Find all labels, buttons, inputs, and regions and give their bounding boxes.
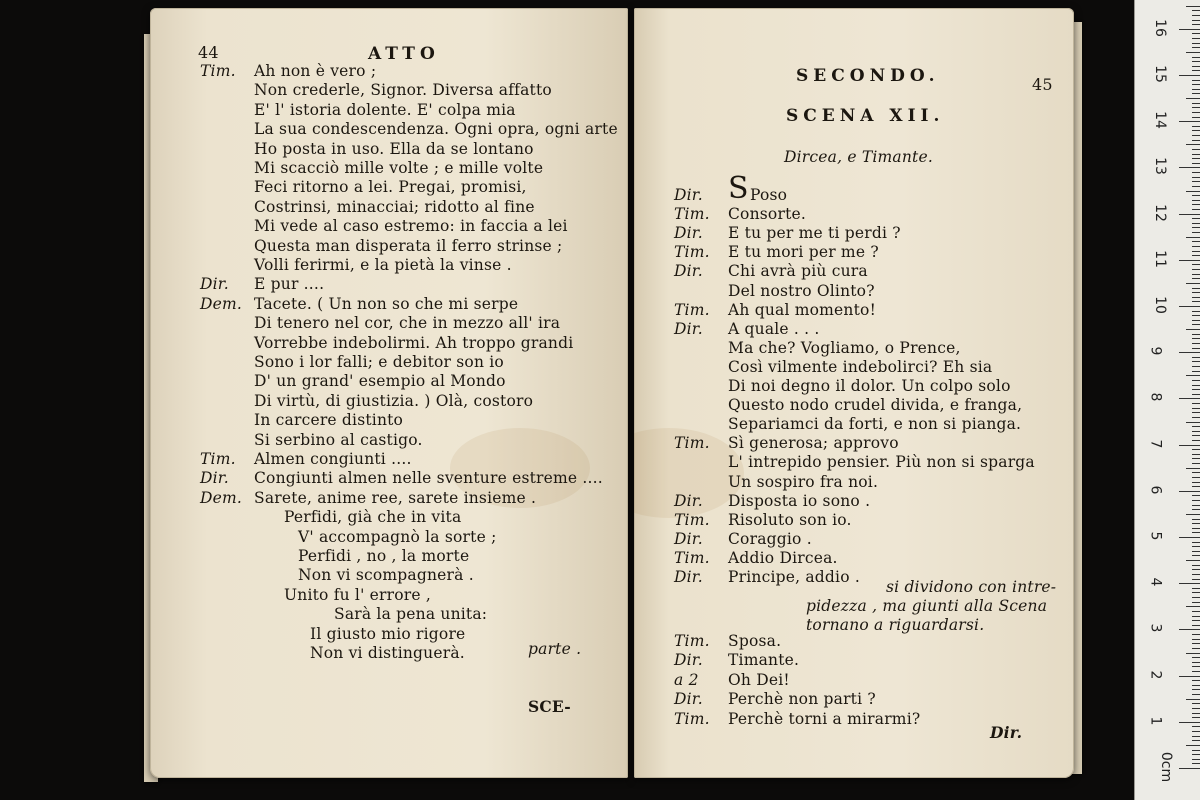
verse-line: Costrinsi, minacciai; ridotto al fine bbox=[254, 197, 535, 216]
ruler-tick bbox=[1192, 15, 1200, 16]
ruler-label: 3 bbox=[1147, 623, 1164, 633]
verse-line: Un sospiro fra noi. bbox=[728, 472, 879, 491]
ruler-tick bbox=[1192, 519, 1200, 520]
ruler-tick bbox=[1192, 565, 1200, 566]
ruler-label: 12 bbox=[1151, 203, 1168, 222]
verse-line: Sono i lor falli; e debitor son io bbox=[254, 353, 504, 371]
ruler-tick bbox=[1192, 158, 1200, 159]
ruler-tick bbox=[1192, 671, 1200, 672]
ruler-tick bbox=[1179, 29, 1200, 30]
ruler-tick bbox=[1192, 334, 1200, 335]
speaker-label: Dir. bbox=[674, 568, 703, 586]
ruler-label: 16 bbox=[1151, 18, 1168, 37]
ruler-tick bbox=[1192, 112, 1200, 113]
ruler-tick bbox=[1186, 98, 1200, 99]
ruler-tick bbox=[1192, 597, 1200, 598]
ruler-tick bbox=[1192, 509, 1200, 510]
ruler-tick bbox=[1192, 181, 1200, 182]
ruler-tick bbox=[1192, 227, 1200, 228]
verse-line: Oh Dei! bbox=[728, 670, 790, 689]
ruler-label: 10 bbox=[1151, 296, 1168, 314]
ruler-tick bbox=[1192, 666, 1200, 667]
verse-line: E' l' istoria dolente. E' colpa mia bbox=[254, 100, 516, 119]
ruler-tick bbox=[1192, 93, 1200, 94]
ruler-tick bbox=[1192, 154, 1200, 155]
ruler-tick bbox=[1192, 523, 1200, 524]
ruler-label: 8 bbox=[1147, 392, 1164, 402]
verse-line: Principe, addio . bbox=[728, 568, 860, 586]
ruler-label: 5 bbox=[1147, 531, 1164, 541]
speaker-label: Tim. bbox=[674, 300, 710, 319]
ruler-tick bbox=[1192, 740, 1200, 741]
ruler-tick bbox=[1192, 10, 1200, 11]
ruler-label: 7 bbox=[1147, 439, 1164, 449]
ruler-tick bbox=[1192, 320, 1200, 321]
ruler-tick bbox=[1192, 278, 1200, 279]
verse-line: V' accompagnò la sorte ; bbox=[298, 527, 497, 546]
speaker-label: Dir. bbox=[674, 186, 703, 204]
verse-line: Sarete, anime ree, sarete insieme . bbox=[254, 488, 537, 507]
ruler-tick bbox=[1192, 251, 1200, 252]
verse-line: E tu mori per me ? bbox=[728, 243, 879, 262]
speaker-label: Tim. bbox=[674, 510, 710, 529]
ruler-tick bbox=[1192, 348, 1200, 349]
ruler-tick bbox=[1192, 24, 1200, 25]
speaker-label: Dir. bbox=[674, 262, 703, 281]
ruler-tick bbox=[1192, 241, 1200, 242]
verse-line: Perfidi, già che in vita bbox=[284, 508, 462, 527]
verse-line: Coraggio . bbox=[728, 529, 812, 548]
ruler-tick bbox=[1179, 260, 1200, 261]
stage-direction: tornano a riguardarsi. bbox=[806, 616, 985, 634]
ruler-tick bbox=[1186, 237, 1200, 238]
ruler-tick bbox=[1186, 422, 1200, 423]
ruler-tick bbox=[1192, 417, 1200, 418]
ruler-tick bbox=[1192, 80, 1200, 81]
ruler-tick bbox=[1192, 458, 1200, 459]
ruler-tick bbox=[1186, 699, 1200, 700]
ruler-tick bbox=[1186, 6, 1200, 7]
speaker-label: Tim. bbox=[674, 548, 710, 567]
verse-line: Del nostro Olinto? bbox=[728, 281, 875, 300]
ruler-tick bbox=[1192, 361, 1200, 362]
ruler-tick bbox=[1192, 126, 1200, 127]
ruler-tick bbox=[1192, 750, 1200, 751]
ruler-tick bbox=[1192, 204, 1200, 205]
verse-line: Chi avrà più cura bbox=[728, 262, 868, 281]
page-number-right: 45 bbox=[1032, 75, 1053, 94]
ruler-tick bbox=[1192, 149, 1200, 150]
ruler-tick bbox=[1192, 209, 1200, 210]
ruler-tick bbox=[1192, 759, 1200, 760]
ruler-tick bbox=[1192, 70, 1200, 71]
ruler-tick bbox=[1192, 195, 1200, 196]
ruler-tick bbox=[1186, 745, 1200, 746]
verse-line: Ah non è vero ; bbox=[254, 62, 377, 80]
verse-line: Ma che? Vogliamo, o Prence, bbox=[728, 338, 961, 357]
ruler-tick bbox=[1192, 232, 1200, 233]
ruler-tick bbox=[1192, 482, 1200, 483]
verse-line: Sarà la pena unita: bbox=[334, 605, 488, 624]
ruler-tick bbox=[1179, 306, 1200, 307]
ruler-tick bbox=[1192, 338, 1200, 339]
ruler-label: 11 bbox=[1151, 249, 1168, 268]
ruler-tick bbox=[1192, 500, 1200, 501]
ruler-tick bbox=[1192, 703, 1200, 704]
ruler-tick bbox=[1192, 454, 1200, 455]
speaker-label: Dir. bbox=[674, 491, 703, 510]
ruler-tick bbox=[1192, 463, 1200, 464]
verse-line: Di noi degno il dolor. Un colpo solo bbox=[728, 377, 1011, 395]
ruler-tick bbox=[1192, 736, 1200, 737]
ruler-label: 9 bbox=[1147, 346, 1164, 356]
ruler-tick bbox=[1192, 269, 1200, 270]
running-head-right: SECONDO. bbox=[796, 66, 940, 86]
ruler-tick bbox=[1192, 435, 1200, 436]
ruler-tick bbox=[1192, 380, 1200, 381]
verse-line: Risoluto son io. bbox=[728, 510, 852, 529]
verse-line: Perfidi , no , la morte bbox=[298, 547, 470, 565]
verse-line: Si serbino al castigo. bbox=[254, 430, 423, 449]
ruler-tick bbox=[1179, 121, 1200, 122]
speaker-label: Dem. bbox=[200, 294, 243, 313]
ruler-tick bbox=[1192, 555, 1200, 556]
ruler-tick bbox=[1192, 639, 1200, 640]
ruler-tick bbox=[1192, 264, 1200, 265]
catchword-right: Dir. bbox=[990, 723, 1023, 742]
right-page bbox=[634, 8, 1074, 778]
verse-line: Così vilmente indebolirci? Eh sia bbox=[728, 357, 993, 376]
verse-line: Sì generosa; approvo bbox=[728, 434, 899, 453]
verse-line: Non crederle, Signor. Diversa affatto bbox=[254, 81, 552, 100]
ruler-tick bbox=[1192, 89, 1200, 90]
ruler-tick bbox=[1192, 657, 1200, 658]
verse-line: Mi vede al caso estremo: in faccia a lei bbox=[254, 217, 568, 236]
ruler-tick bbox=[1192, 200, 1200, 201]
ruler-tick bbox=[1186, 606, 1200, 607]
catchword: SCE- bbox=[528, 697, 571, 716]
verse-line: Perchè torni a mirarmi? bbox=[728, 709, 921, 728]
ruler-tick bbox=[1192, 528, 1200, 529]
verse-line: Mi scacciò mille volte ; e mille volte bbox=[254, 159, 544, 177]
ruler-tick bbox=[1192, 449, 1200, 450]
ruler-tick bbox=[1192, 588, 1200, 589]
ruler-label: 0cm bbox=[1158, 751, 1175, 783]
speaker-label: Tim. bbox=[200, 62, 236, 80]
ruler-tick bbox=[1192, 66, 1200, 67]
verse-line: Il giusto mio rigore bbox=[310, 624, 466, 643]
ruler-tick bbox=[1192, 172, 1200, 173]
ruler-tick bbox=[1192, 103, 1200, 104]
ruler-tick bbox=[1192, 731, 1200, 732]
running-head: ATTO bbox=[368, 44, 440, 64]
ruler-tick bbox=[1179, 352, 1200, 353]
verse-line: Consorte. bbox=[728, 205, 806, 224]
ruler-tick bbox=[1192, 301, 1200, 302]
ruler-tick bbox=[1192, 186, 1200, 187]
ruler-tick bbox=[1192, 412, 1200, 413]
left-page bbox=[150, 8, 628, 778]
ruler-tick bbox=[1192, 255, 1200, 256]
ruler-tick bbox=[1192, 546, 1200, 547]
ruler-tick bbox=[1192, 311, 1200, 312]
ruler-tick bbox=[1179, 398, 1200, 399]
ruler-tick bbox=[1192, 611, 1200, 612]
ruler-tick bbox=[1192, 394, 1200, 395]
ruler-tick bbox=[1192, 754, 1200, 755]
ruler-tick bbox=[1179, 491, 1200, 492]
ruler-tick bbox=[1179, 629, 1200, 630]
verse-line: Congiunti almen nelle sventure estreme .... bbox=[254, 469, 603, 488]
ruler-tick bbox=[1186, 514, 1200, 515]
speaker-label: Dir. bbox=[200, 469, 229, 488]
verse-line: Sposa. bbox=[728, 632, 782, 650]
verse-line: In carcere distinto bbox=[254, 411, 404, 430]
verse-line: Questo nodo crudel divida, e franga, bbox=[728, 396, 1023, 415]
verse-line: Almen congiunti .... bbox=[254, 450, 412, 468]
ruler-tick bbox=[1179, 445, 1200, 446]
ruler-tick bbox=[1192, 505, 1200, 506]
speaker-label: Dir. bbox=[674, 224, 703, 243]
ruler-tick bbox=[1192, 135, 1200, 136]
ruler-tick bbox=[1192, 569, 1200, 570]
verse-line: Tacete. ( Un non so che mi serpe bbox=[254, 294, 519, 313]
verse-line: Timante. bbox=[728, 651, 800, 670]
ruler-tick bbox=[1192, 57, 1200, 58]
speaker-label: Tim. bbox=[674, 243, 710, 262]
ruler-tick bbox=[1192, 694, 1200, 695]
exit-note: parte . bbox=[528, 640, 582, 658]
speaker-label: Dir. bbox=[674, 319, 703, 338]
ruler-tick bbox=[1192, 708, 1200, 709]
verse-line: Non vi scompagnerà . bbox=[298, 566, 474, 585]
scene-title: SCENA XII. bbox=[786, 106, 945, 126]
ruler-label: 6 bbox=[1147, 485, 1164, 495]
ruler-tick bbox=[1192, 84, 1200, 85]
ruler-tick bbox=[1179, 167, 1200, 168]
ruler-tick bbox=[1192, 43, 1200, 44]
ruler-label: 13 bbox=[1151, 157, 1168, 176]
ruler-tick bbox=[1186, 329, 1200, 330]
verse-line: Ah qual momento! bbox=[728, 300, 877, 319]
ruler-tick bbox=[1192, 177, 1200, 178]
ruler-tick bbox=[1192, 551, 1200, 552]
ruler-tick bbox=[1192, 292, 1200, 293]
stage-direction: si dividono con intre- bbox=[886, 578, 1057, 596]
verse-line: Vorrebbe indebolirmi. Ah troppo grandi bbox=[254, 333, 574, 352]
ruler-tick bbox=[1192, 431, 1200, 432]
speaker-label: Dir. bbox=[200, 275, 229, 294]
verse-line: Non vi distinguerà. bbox=[310, 644, 465, 662]
characters-line: Dircea, e Timante. bbox=[784, 148, 933, 166]
ruler-tick bbox=[1192, 130, 1200, 131]
ruler-tick bbox=[1192, 486, 1200, 487]
ruler-tick bbox=[1192, 20, 1200, 21]
speaker-label: Dir. bbox=[674, 690, 703, 709]
ruler-tick bbox=[1192, 648, 1200, 649]
speaker-label: a 2 bbox=[674, 670, 699, 689]
ruler-tick bbox=[1192, 38, 1200, 39]
ruler-label: 4 bbox=[1147, 577, 1164, 587]
verse-line: A quale . . . bbox=[728, 319, 820, 338]
speaker-label: Tim. bbox=[674, 434, 710, 453]
ruler-tick bbox=[1192, 47, 1200, 48]
ruler-tick bbox=[1192, 274, 1200, 275]
ruler-tick bbox=[1186, 560, 1200, 561]
ruler-tick bbox=[1192, 616, 1200, 617]
ruler-tick bbox=[1192, 643, 1200, 644]
verse-line: Ho posta in uso. Ella da se lontano bbox=[254, 139, 534, 158]
ruler-tick bbox=[1192, 726, 1200, 727]
ruler-tick bbox=[1179, 676, 1200, 677]
verse-line: Unito fu l' errore , bbox=[284, 585, 432, 604]
ruler-tick bbox=[1179, 768, 1200, 769]
drop-cap: S bbox=[728, 171, 749, 206]
verse-line: Disposta io sono . bbox=[728, 491, 871, 510]
ruler-tick bbox=[1192, 532, 1200, 533]
speaker-label: Dir. bbox=[674, 529, 703, 548]
ruler-tick bbox=[1179, 214, 1200, 215]
stage-direction: pidezza , ma giunti alla Scena bbox=[806, 597, 1048, 615]
ruler-tick bbox=[1192, 357, 1200, 358]
ruler-tick bbox=[1192, 592, 1200, 593]
ruler-tick bbox=[1192, 662, 1200, 663]
ruler-tick bbox=[1192, 107, 1200, 108]
ruler-tick bbox=[1192, 218, 1200, 219]
ruler-tick bbox=[1179, 75, 1200, 76]
verse-line: E tu per me ti perdi ? bbox=[728, 224, 901, 243]
ruler-label: 2 bbox=[1147, 670, 1164, 680]
ruler-tick bbox=[1192, 717, 1200, 718]
verse-line: Perchè non parti ? bbox=[728, 690, 876, 709]
ruler-tick bbox=[1192, 495, 1200, 496]
ruler-tick bbox=[1192, 315, 1200, 316]
verse-line: Di tenero nel cor, che in mezzo all' ira bbox=[254, 314, 561, 333]
ruler-tick bbox=[1192, 763, 1200, 764]
verse-line: Questa man disperata il ferro strinse ; bbox=[254, 236, 563, 255]
verse-line: E pur .... bbox=[254, 275, 325, 294]
ruler-tick bbox=[1186, 283, 1200, 284]
ruler-tick bbox=[1192, 223, 1200, 224]
ruler-tick bbox=[1192, 403, 1200, 404]
ruler-tick bbox=[1192, 426, 1200, 427]
ruler-tick bbox=[1192, 625, 1200, 626]
ruler-tick bbox=[1192, 713, 1200, 714]
ruler-tick bbox=[1192, 685, 1200, 686]
ruler-label: 1 bbox=[1147, 716, 1164, 726]
ruler-tick bbox=[1192, 140, 1200, 141]
speaker-label: Dir. bbox=[674, 651, 703, 670]
verse-line: Addio Dircea. bbox=[728, 548, 838, 567]
ruler-label: 14 bbox=[1151, 111, 1168, 130]
verse-line: L' intrepido pensier. Più non si sparga bbox=[728, 453, 1035, 472]
page-number: 44 bbox=[198, 43, 219, 62]
ruler-tick bbox=[1192, 288, 1200, 289]
ruler-tick bbox=[1186, 653, 1200, 654]
ruler-tick bbox=[1192, 389, 1200, 390]
speaker-label: Tim. bbox=[674, 205, 710, 224]
verse-line: Poso bbox=[750, 186, 788, 204]
ruler-tick bbox=[1186, 144, 1200, 145]
ruler-tick bbox=[1192, 297, 1200, 298]
ruler-tick bbox=[1192, 371, 1200, 372]
ruler-tick bbox=[1179, 583, 1200, 584]
speaker-label: Dem. bbox=[200, 488, 243, 507]
ruler-tick bbox=[1192, 408, 1200, 409]
ruler-tick bbox=[1192, 579, 1200, 580]
ruler-tick bbox=[1192, 680, 1200, 681]
ruler-tick bbox=[1179, 537, 1200, 538]
ruler-tick bbox=[1192, 324, 1200, 325]
ruler-tick bbox=[1192, 33, 1200, 34]
verse-line: Separiamci da forti, e non si pianga. bbox=[728, 415, 1022, 434]
ruler-tick bbox=[1192, 343, 1200, 344]
ruler-tick bbox=[1192, 246, 1200, 247]
verse-line: Feci ritorno a lei. Pregai, promisi, bbox=[254, 178, 527, 197]
ruler-tick bbox=[1192, 574, 1200, 575]
ruler-tick bbox=[1186, 52, 1200, 53]
ruler-tick bbox=[1192, 366, 1200, 367]
ruler-tick bbox=[1192, 385, 1200, 386]
ruler-tick bbox=[1192, 542, 1200, 543]
ruler-tick bbox=[1192, 620, 1200, 621]
ruler-tick bbox=[1192, 602, 1200, 603]
verse-line: Di virtù, di giustizia. ) Olà, costoro bbox=[254, 391, 534, 410]
ruler-tick bbox=[1192, 440, 1200, 441]
speaker-label: Tim. bbox=[200, 450, 236, 468]
ruler-tick bbox=[1192, 634, 1200, 635]
ruler-tick bbox=[1192, 61, 1200, 62]
ruler-tick bbox=[1186, 468, 1200, 469]
verse-line: La sua condescendenza. Ogni opra, ogni arte bbox=[254, 120, 618, 139]
verse-line: D' un grand' esempio al Mondo bbox=[254, 372, 506, 391]
ruler-tick bbox=[1192, 117, 1200, 118]
verse-line: Volli ferirmi, e la pietà la vinse . bbox=[254, 256, 512, 274]
ruler-tick bbox=[1192, 689, 1200, 690]
open-book bbox=[150, 8, 1090, 788]
ruler-tick bbox=[1192, 477, 1200, 478]
ruler-tick bbox=[1192, 472, 1200, 473]
ruler-tick bbox=[1186, 375, 1200, 376]
ruler-tick bbox=[1186, 191, 1200, 192]
ruler-tick bbox=[1192, 163, 1200, 164]
speaker-label: Tim. bbox=[674, 632, 710, 650]
ruler-tick bbox=[1179, 722, 1200, 723]
measuring-ruler bbox=[1134, 0, 1200, 800]
ruler-label: 15 bbox=[1151, 65, 1168, 83]
speaker-label: Tim. bbox=[674, 709, 710, 728]
